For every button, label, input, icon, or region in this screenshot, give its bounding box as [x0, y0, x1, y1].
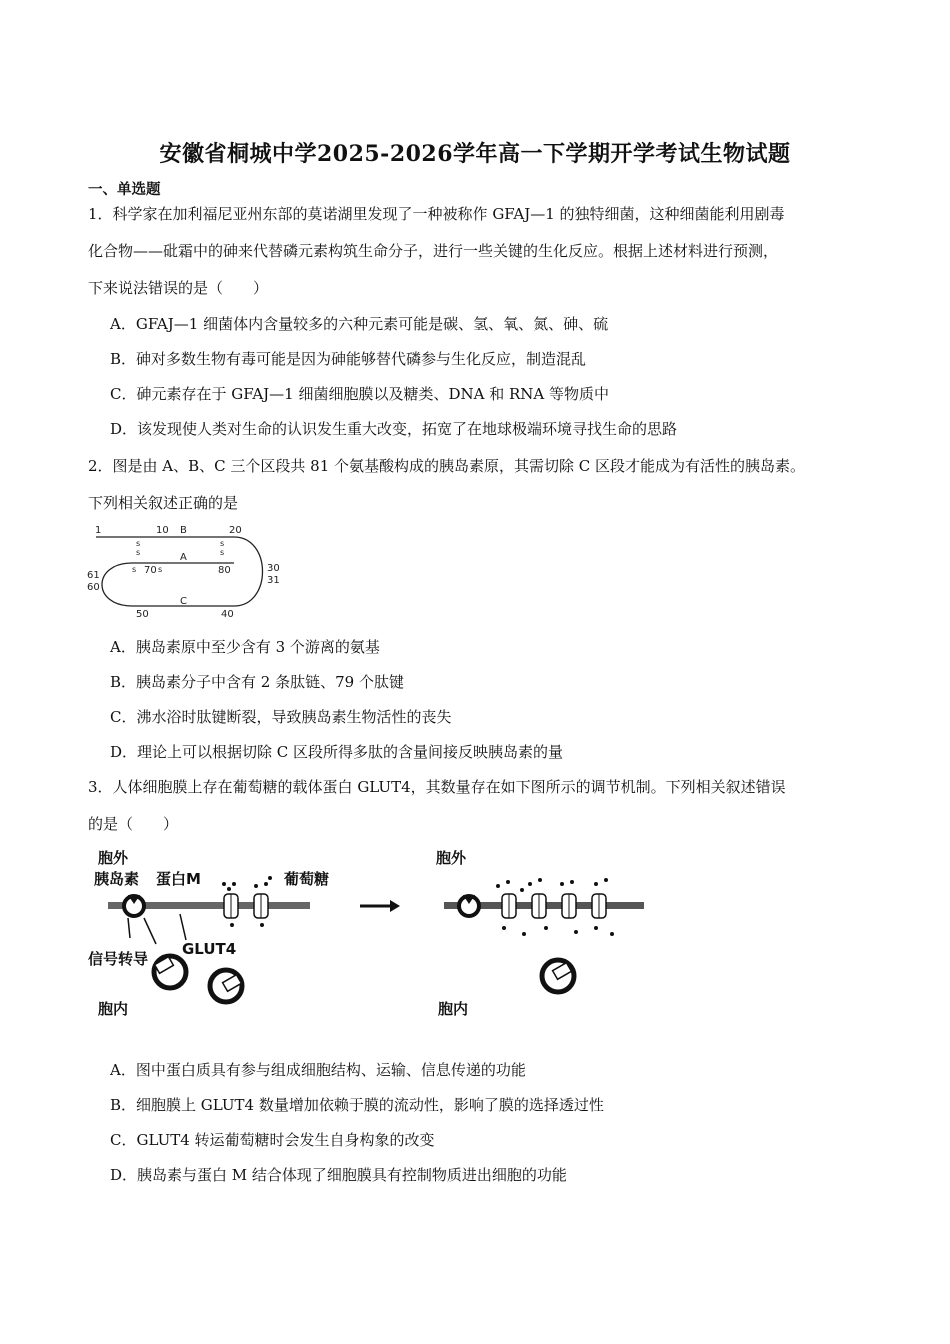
label-60: 60 — [87, 582, 100, 593]
arrow-signal-2 — [144, 918, 156, 944]
label-glucose: 葡萄糖 — [284, 870, 330, 888]
section-heading: 一、单选题 — [88, 181, 161, 198]
label-30: 30 — [267, 563, 280, 574]
label-inside-left: 胞内 — [98, 1000, 129, 1018]
label-outside-left: 胞外 — [98, 849, 129, 867]
label-outside-right: 胞外 — [436, 849, 467, 867]
label-C: C — [180, 596, 187, 607]
label-10: 10 — [156, 525, 169, 536]
label-31: 31 — [267, 575, 280, 586]
q1-line-3: 下来说法错误的是（ ） — [88, 279, 269, 297]
q1-line-1: 1．科学家在加利福尼亚州东部的莫诺湖里发现了一种被称作 GFAJ—1 的独特细菌，这种细菌能利用剧毒 — [88, 205, 785, 223]
q3-option-c: C．GLUT4 转运葡萄糖时会发生自身构象的改变 — [110, 1131, 435, 1149]
q3-option-b: B．细胞膜上 GLUT4 数量增加依赖于膜的流动性，影响了膜的选择透过性 — [110, 1096, 604, 1114]
q1-option-b: B．砷对多数生物有毒可能是因为砷能够替代磷参与生化反应，制造混乱 — [110, 350, 587, 368]
disulfide-s6: s — [158, 565, 163, 574]
page-title: 安徽省桐城中学2025-2026学年高一下学期开学考试生物试题 — [159, 141, 791, 167]
label-40: 40 — [221, 609, 234, 620]
label-50: 50 — [136, 609, 149, 620]
label-inside-right: 胞内 — [438, 1000, 469, 1018]
q2-option-a: A．胰岛素原中至少含有 3 个游离的氨基 — [110, 638, 380, 656]
label-A: A — [180, 552, 187, 563]
label-signal: 信号转导 — [88, 950, 149, 968]
arrow-signal — [128, 918, 130, 938]
disulfide-s5: s — [132, 565, 137, 574]
label-80: 80 — [218, 565, 231, 576]
q1-option-c: C．砷元素存在于 GFAJ—1 细菌细胞膜以及糖类、DNA 和 RNA 等物质中 — [110, 385, 610, 403]
glut4-left-2 — [254, 894, 268, 918]
q1-option-a: A．GFAJ—1 细菌体内含量较多的六种元素可能是碳、氢、氧、氮、砷、硫 — [110, 315, 609, 333]
q2-option-d: D．理论上可以根据切除 C 区段所得多肽的含量间接反映胰岛素的量 — [110, 743, 564, 761]
q2-option-b: B．胰岛素分子中含有 2 条肽链、79 个肽键 — [110, 673, 404, 691]
q2-option-c: C．沸水浴时肽键断裂，导致胰岛素生物活性的丧失 — [110, 708, 452, 726]
disulfide-s4: s — [220, 548, 225, 557]
label-1: 1 — [95, 525, 102, 536]
label-70: 70 — [144, 565, 157, 576]
q3-option-a: A．图中蛋白质具有参与组成细胞结构、运输、信息传递的功能 — [110, 1061, 526, 1079]
disulfide-s1: s — [136, 539, 141, 548]
q2-line-1: 2．图是由 A、B、C 三个区段共 81 个氨基酸构成的胰岛素原，其需切除 C 区段才能成为有活性的胰岛素。 — [88, 457, 806, 475]
label-61: 61 — [87, 570, 100, 581]
glut4-left-1 — [224, 894, 238, 918]
label-glut4: GLUT4 — [182, 940, 237, 958]
transition-arrow — [360, 900, 400, 912]
q3-option-d: D．胰岛素与蛋白 M 结合体现了细胞膜具有控制物质进出细胞的功能 — [110, 1166, 567, 1184]
disulfide-s3: s — [220, 539, 225, 548]
disulfide-s2: s — [136, 548, 141, 557]
proinsulin-diagram — [84, 518, 294, 624]
arrow-glut4 — [180, 914, 186, 940]
q3-line-2: 的是（ ） — [88, 815, 179, 833]
label-B: B — [180, 525, 187, 536]
glut4-diagram — [84, 842, 664, 1022]
q2-line-2: 下列相关叙述正确的是 — [88, 494, 239, 512]
q1-line-2: 化合物——砒霜中的砷来代替磷元素构筑生命分子，进行一些关键的生化反应。根据上述材料进行预测， — [88, 242, 779, 260]
q3-line-1: 3．人体细胞膜上存在葡萄糖的载体蛋白 GLUT4，其数量存在如下图所示的调节机制。下列相关叙述错误 — [88, 778, 786, 796]
q1-option-d: D．该发现使人类对生命的认识发生重大改变，拓宽了在地球极端环境寻找生命的思路 — [110, 420, 678, 438]
label-insulin: 胰岛素 — [94, 870, 140, 888]
label-20: 20 — [229, 525, 242, 536]
label-protein-m: 蛋白M — [156, 870, 201, 888]
